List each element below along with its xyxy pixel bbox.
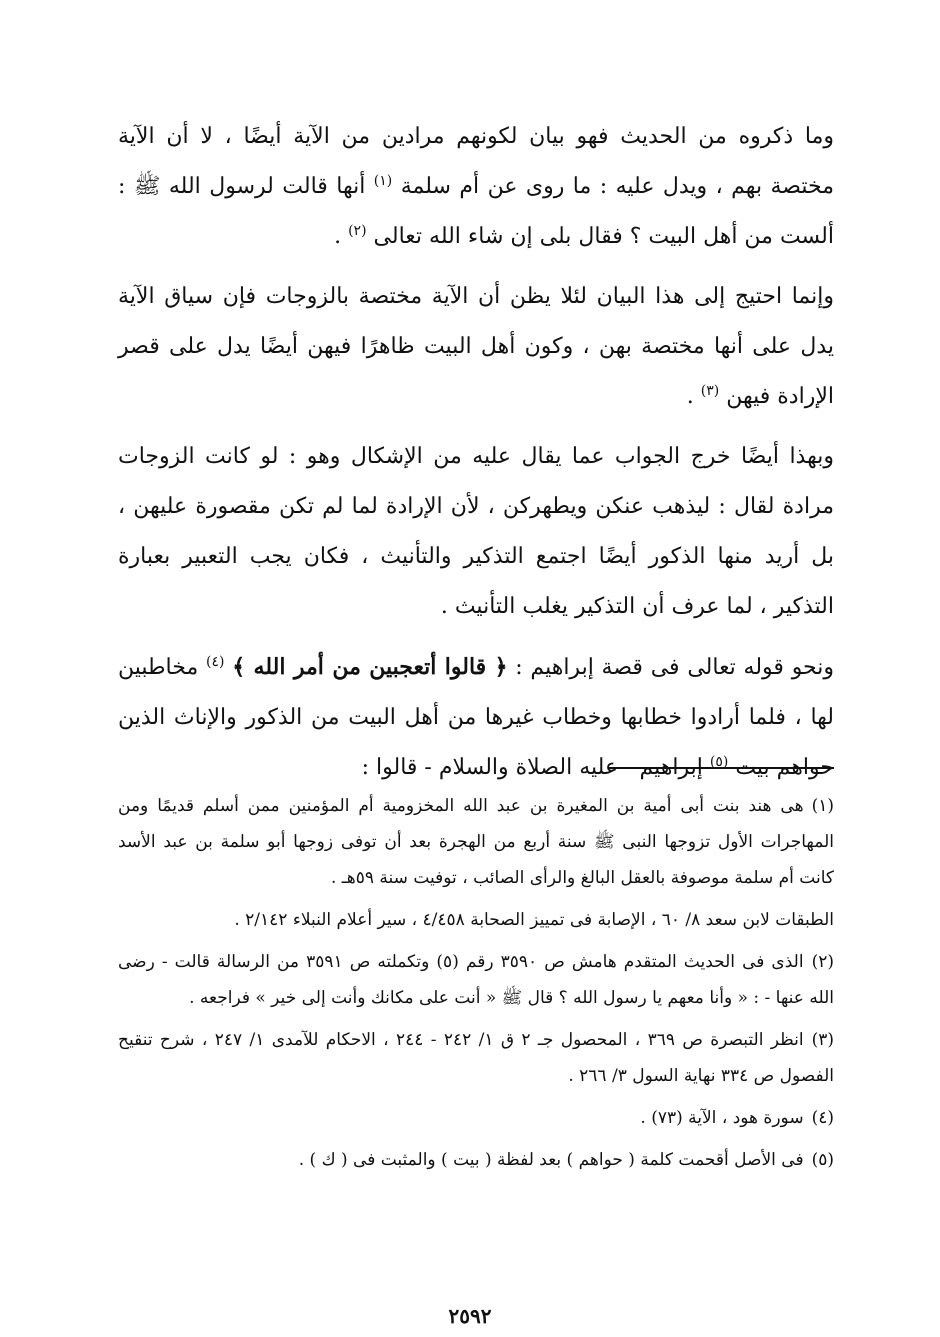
footnote-text: هى هند بنت أبى أمية بن المغيرة بن عبد الله المخزومية أم المؤمنين ممن أسلم قديمًا ومن المهاجرات الأول تزوجها النبى ﷺ سنة أربع من الهجرة بعد أن توفى زوجها أبو سلمة بن عبد الأسد كانت أم سلمة موصوفة بالعقل البالغ والرأى الصائب ، توفيت سنة ٥٩هـ . <box>118 796 834 888</box>
paragraph-1-end: . <box>334 224 342 249</box>
footnote-text: انظر التبصرة ص ٣٦٩ ، المحصول جـ ٢ ق ١/ ٢٤٢ - ٢٤٤ ، الاحكام للآمدى ١/ ٢٤٧ ، شرح تنقيح الفصول ص ٣٣٤ نهاية السول ٣/ ٢٦٦ . <box>118 1030 834 1086</box>
paragraph-2-end: . <box>686 384 694 409</box>
footnote-ref-3: (٣) <box>700 383 720 399</box>
footnote-ref-2: (٢) <box>348 223 367 239</box>
footnote-ref-1: (١) <box>373 173 393 189</box>
footnote-1 <box>118 788 834 896</box>
footnote-number: (٤) <box>811 1108 834 1128</box>
footnote-2 <box>118 944 834 1016</box>
footnote-number: (٢) <box>811 952 834 972</box>
footnote-ref-4: (٤) <box>206 654 225 670</box>
paragraph-2-text: وإنما احتيج إلى هذا البيان لئلا يظن أن الآية مختصة بالزوجات فإن سياق الآية يدل على أنها مختصة بهن ، وكون أهل البيت ظاهرًا فيهن أيضًا يدل على قصر الإرادة فيهن <box>118 284 834 409</box>
footnote-text: الطبقات لابن سعد ٨/ ٦٠ ، الإصابة فى تمييز الصحابة ٤/٤٥٨ ، سير أعلام النبلاء ٢/١٤٢ . <box>234 910 834 930</box>
paragraph-1 <box>118 112 834 262</box>
footnote-number: (١) <box>811 796 834 816</box>
paragraph-4-text-a: ونحو قوله تعالى فى قصة إبراهيم : <box>515 655 835 680</box>
footnote-text: سورة هود ، الآية (٧٣) . <box>640 1108 804 1128</box>
main-text <box>118 112 834 793</box>
footnote-number: (٣) <box>811 1030 834 1050</box>
footnote-number: (٥) <box>811 1150 834 1170</box>
footnotes <box>118 788 834 1178</box>
footnote-ref-5: (٥) <box>709 754 729 770</box>
quran-quote: ﴿ قالوا أتعجبين من أمر الله ﴾ <box>232 654 508 680</box>
footnote-1-sources <box>118 902 834 938</box>
footnote-4 <box>118 1100 834 1136</box>
paragraph-1-text-a: وما ذكروه من الحديث فهو بيان لكونهم مرادين من الآية أيضًا ، لا أن الآية مختصة بهم ، ويدل عليه : ما روى عن أم سلمة <box>118 124 835 199</box>
footnote-text: الذى فى الحديث المتقدم هامش ص ٣٥٩٠ رقم (٥) وتكملته ص ٣٥٩١ من الرسالة قالت - رضى الله عنها - : « وأنا معهم يا رسول الله ؟ قال ﷺ « أنت على مكانك وأنت إلى خير » فراجعه . <box>118 952 834 1008</box>
paragraph-4-text-b: مخاطبين لها ، فلما أرادوا خطابها وخطاب غيرها من أهل البيت من الذكور والإناث الذين حواهم بيت <box>118 655 834 780</box>
footnote-separator <box>608 767 834 769</box>
footnote-text: فى الأصل أقحمت كلمة ( حواهم ) بعد لفظة ( بيت ) والمثبت فى ( ك ) . <box>298 1150 804 1170</box>
footnote-3 <box>118 1022 834 1094</box>
paragraph-1-text-b: أنها قالت لرسول الله ﷺ : ألست من أهل البيت ؟ فقال بلى إن شاء الله تعالى <box>118 174 834 249</box>
paragraph-2 <box>118 272 834 422</box>
footnote-5 <box>118 1142 834 1178</box>
paragraph-4 <box>118 642 834 793</box>
page-number: ٢٥٩٢ <box>448 1304 492 1328</box>
paragraph-4-text-c: إبراهيم - عليه الصلاة والسلام - قالوا : <box>361 755 703 780</box>
paragraph-3: وبهذا أيضًا خرج الجواب عما يقال عليه من الإشكال وهو : لو كانت الزوجات مرادة لقال : ليذهب عنكن ويطهركن ، لأن الإرادة لما لم تكن مقصورة عليهن ، بل أريد منها الذكور أيضًا اجتمع التذكير والتأنيث ، فكان يجب التعبير بعبارة التذكير ، لما عرف أن التذكير يغلب التأنيث . <box>118 444 834 619</box>
